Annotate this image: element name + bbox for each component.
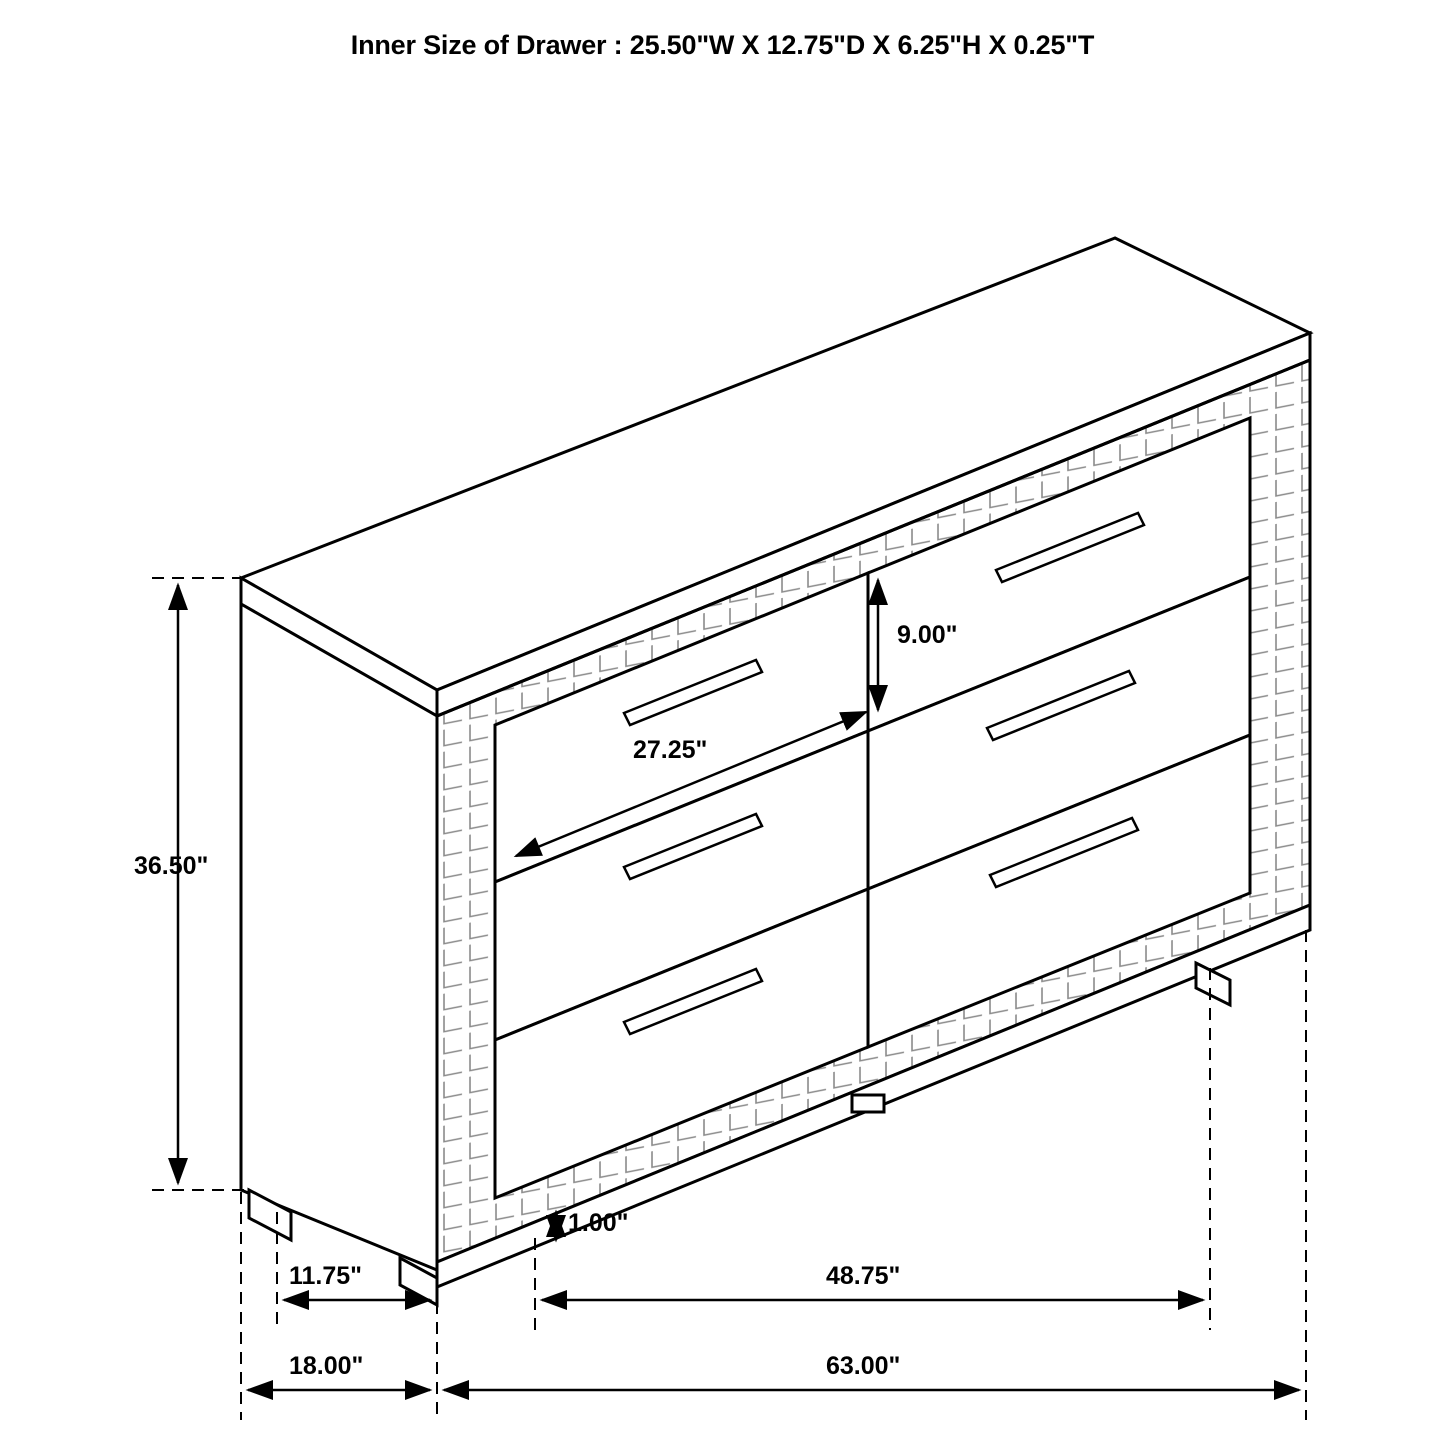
label-toe-kick-height: 1.00" [568,1209,629,1237]
label-side-top-depth: 11.75" [289,1262,363,1290]
label-drawer-front-width: 27.25" [633,736,708,764]
page-title: Inner Size of Drawer : 25.50"W X 12.75"D X 6.25"H X 0.25"T [350,30,1095,60]
label-inner-front-width: 48.75" [826,1262,901,1290]
label-overall-height: 36.50" [134,852,209,880]
label-overall-width: 63.00" [826,1352,901,1380]
dim-overall-height [152,578,246,1190]
label-drawer-front-height: 9.00" [897,621,958,649]
label-overall-depth: 18.00" [289,1352,364,1380]
